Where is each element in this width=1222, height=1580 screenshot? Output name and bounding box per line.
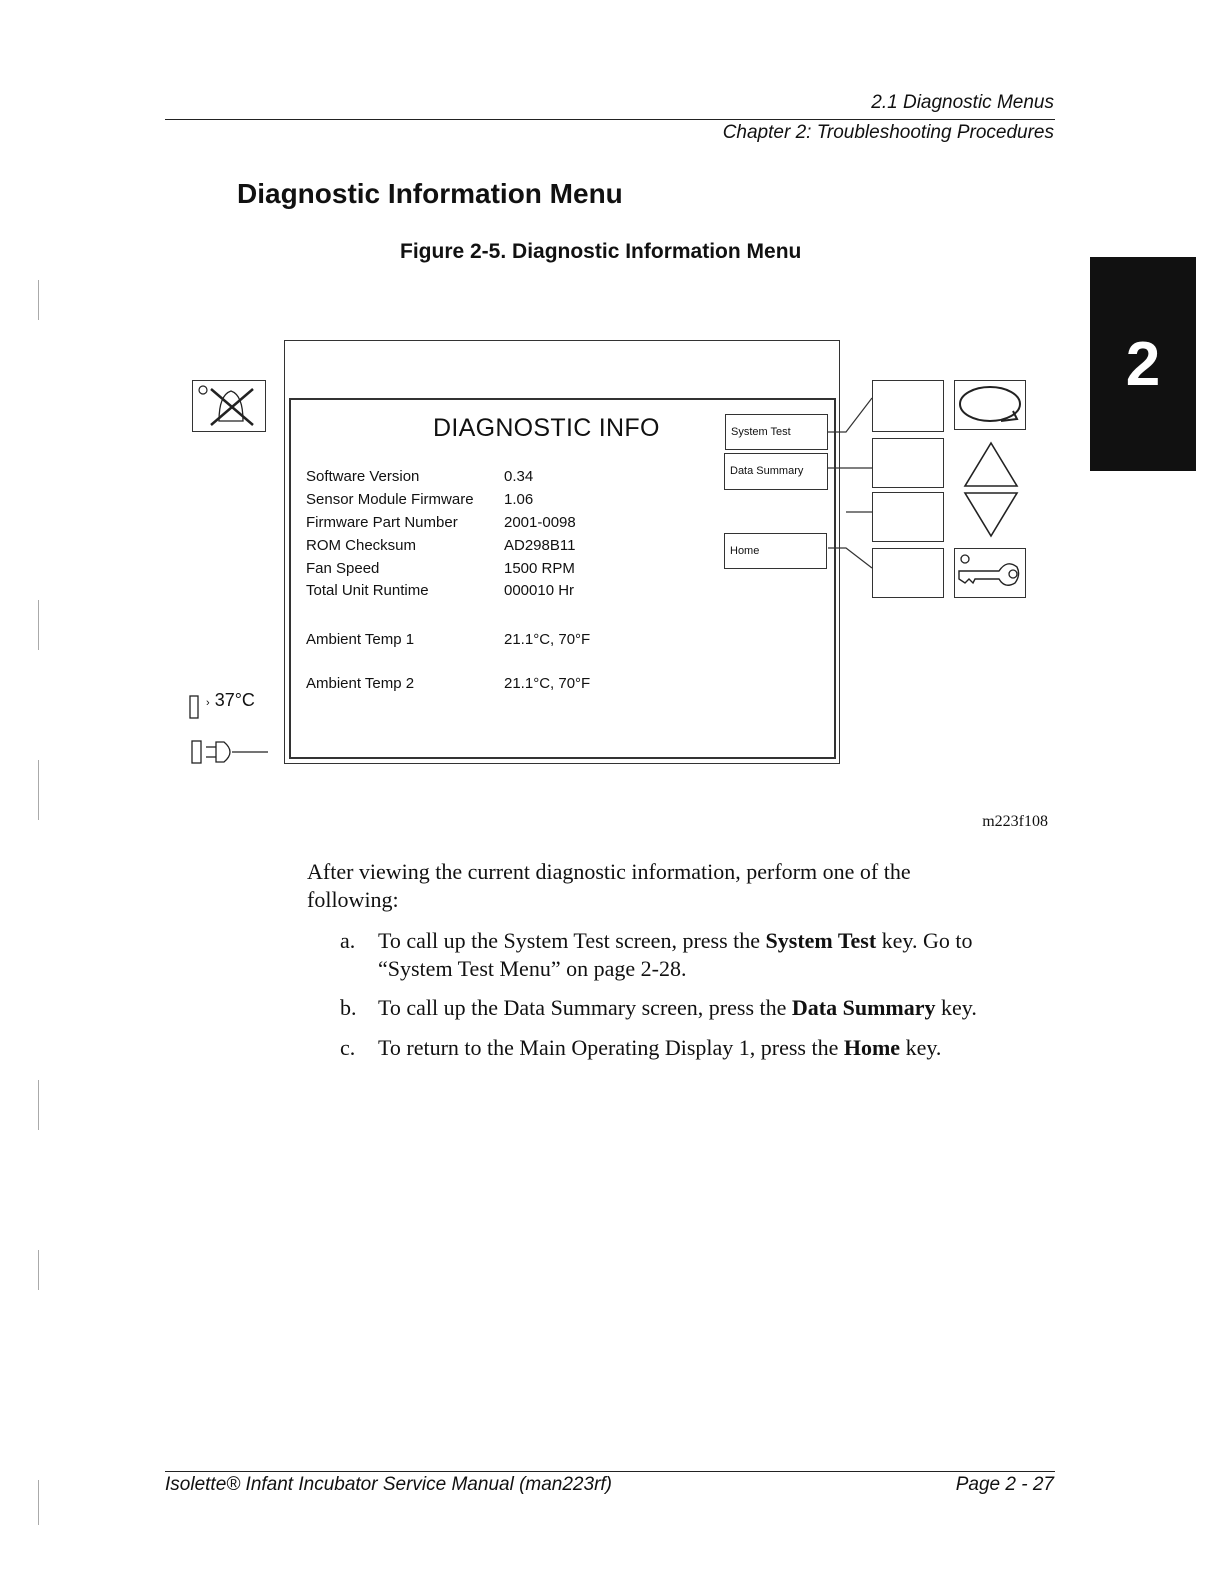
- down-arrow-icon[interactable]: [962, 490, 1020, 540]
- key-button[interactable]: [954, 548, 1026, 598]
- footer-page-number: Page 2 - 27: [955, 1474, 1054, 1495]
- section-title: Diagnostic Information Menu: [237, 178, 623, 209]
- system-test-softkey[interactable]: [725, 414, 828, 450]
- diag-value: 0.34: [504, 468, 534, 485]
- diag-label: Ambient Temp 1: [306, 631, 415, 648]
- diag-label: Firmware Part Number: [306, 514, 458, 531]
- diag-value: 21.1°C, 70°F: [504, 631, 591, 648]
- screen-title: DIAGNOSTIC INFO: [433, 414, 660, 442]
- scan-margin-mark: [30, 600, 39, 650]
- step-key-name: System Test: [765, 928, 877, 953]
- rotate-icon: [955, 381, 1025, 429]
- diag-value: AD298B11: [504, 537, 576, 554]
- diag-label: Software Version: [306, 468, 420, 485]
- arrow-glyph: ›: [206, 697, 210, 709]
- step-key-name: Home: [843, 1035, 901, 1060]
- header-rule: [165, 119, 1055, 120]
- data-summary-label: Data Summary: [730, 465, 804, 477]
- step-text: [378, 927, 1038, 983]
- step-text-pre: To call up the Data Summary screen, press the: [378, 995, 792, 1020]
- footer-manual-title: Isolette® Infant Incubator Service Manual (man223rf): [165, 1474, 613, 1495]
- scan-margin-mark: [30, 280, 39, 320]
- diag-value: 1.06: [504, 491, 534, 508]
- diag-value: 1500 RPM: [504, 560, 575, 577]
- step-text-post: key. Go to “System Test Menu” on page 2-28.: [378, 928, 973, 981]
- scan-margin-mark: [30, 1250, 39, 1290]
- status-temp-value: 37°C: [214, 690, 255, 710]
- body-intro: After viewing the current diagnostic information, perform one of the following:: [307, 859, 911, 912]
- softkey-leader-lines: [826, 390, 876, 580]
- chapter-tab-number: 2: [1125, 330, 1161, 399]
- hardware-key-1[interactable]: [872, 380, 944, 432]
- diag-label: ROM Checksum: [306, 537, 417, 554]
- key-icon: [955, 549, 1025, 597]
- up-arrow-icon[interactable]: [962, 440, 1020, 490]
- thermometer-icon: [188, 694, 204, 722]
- scan-margin-mark: [30, 1080, 39, 1130]
- step-text-post: key.: [935, 995, 977, 1020]
- home-softkey[interactable]: [724, 533, 827, 569]
- system-test-label: System Test: [731, 426, 791, 438]
- data-summary-softkey[interactable]: [724, 453, 828, 490]
- hardware-key-2[interactable]: [872, 438, 944, 488]
- diag-value: 2001-0098: [504, 514, 576, 531]
- step-text: [378, 994, 1038, 1022]
- hardware-key-3[interactable]: [872, 492, 944, 542]
- rotate-button[interactable]: [954, 380, 1026, 430]
- figure-id: m223f108: [982, 813, 1048, 830]
- figure-caption: Figure 2-5. Diagnostic Information Menu: [400, 240, 802, 263]
- home-label: Home: [730, 545, 760, 557]
- alarm-silence-button[interactable]: [192, 380, 266, 432]
- diag-label: Ambient Temp 2: [306, 675, 415, 692]
- step-marker: c.: [340, 1035, 356, 1060]
- step-key-name: Data Summary: [791, 995, 936, 1020]
- scan-margin-mark: [30, 1480, 39, 1525]
- step-marker: a.: [340, 928, 356, 953]
- power-plug-icon: [190, 738, 272, 768]
- diag-value: 21.1°C, 70°F: [504, 675, 591, 692]
- diag-label: Fan Speed: [306, 560, 380, 577]
- running-header-section: 2.1 Diagnostic Menus: [871, 92, 1054, 113]
- diag-label: Total Unit Runtime: [306, 582, 429, 599]
- step-text-post: key.: [900, 1035, 942, 1060]
- alarm-silence-icon: [193, 381, 265, 431]
- step-text: [378, 1034, 1038, 1062]
- step-text-pre: To return to the Main Operating Display 1, press the: [378, 1035, 844, 1060]
- status-temperature: [206, 690, 255, 711]
- diag-value: 000010 Hr: [504, 582, 575, 599]
- diag-label: Sensor Module Firmware: [306, 491, 474, 508]
- scan-margin-mark: [30, 760, 39, 820]
- step-text-pre: To call up the System Test screen, press the: [378, 928, 766, 953]
- chapter-tab: [1090, 257, 1196, 471]
- hardware-key-4[interactable]: [872, 548, 944, 598]
- running-header-chapter: Chapter 2: Troubleshooting Procedures: [722, 122, 1054, 143]
- footer-rule: [165, 1471, 1055, 1472]
- step-marker: b.: [340, 995, 357, 1020]
